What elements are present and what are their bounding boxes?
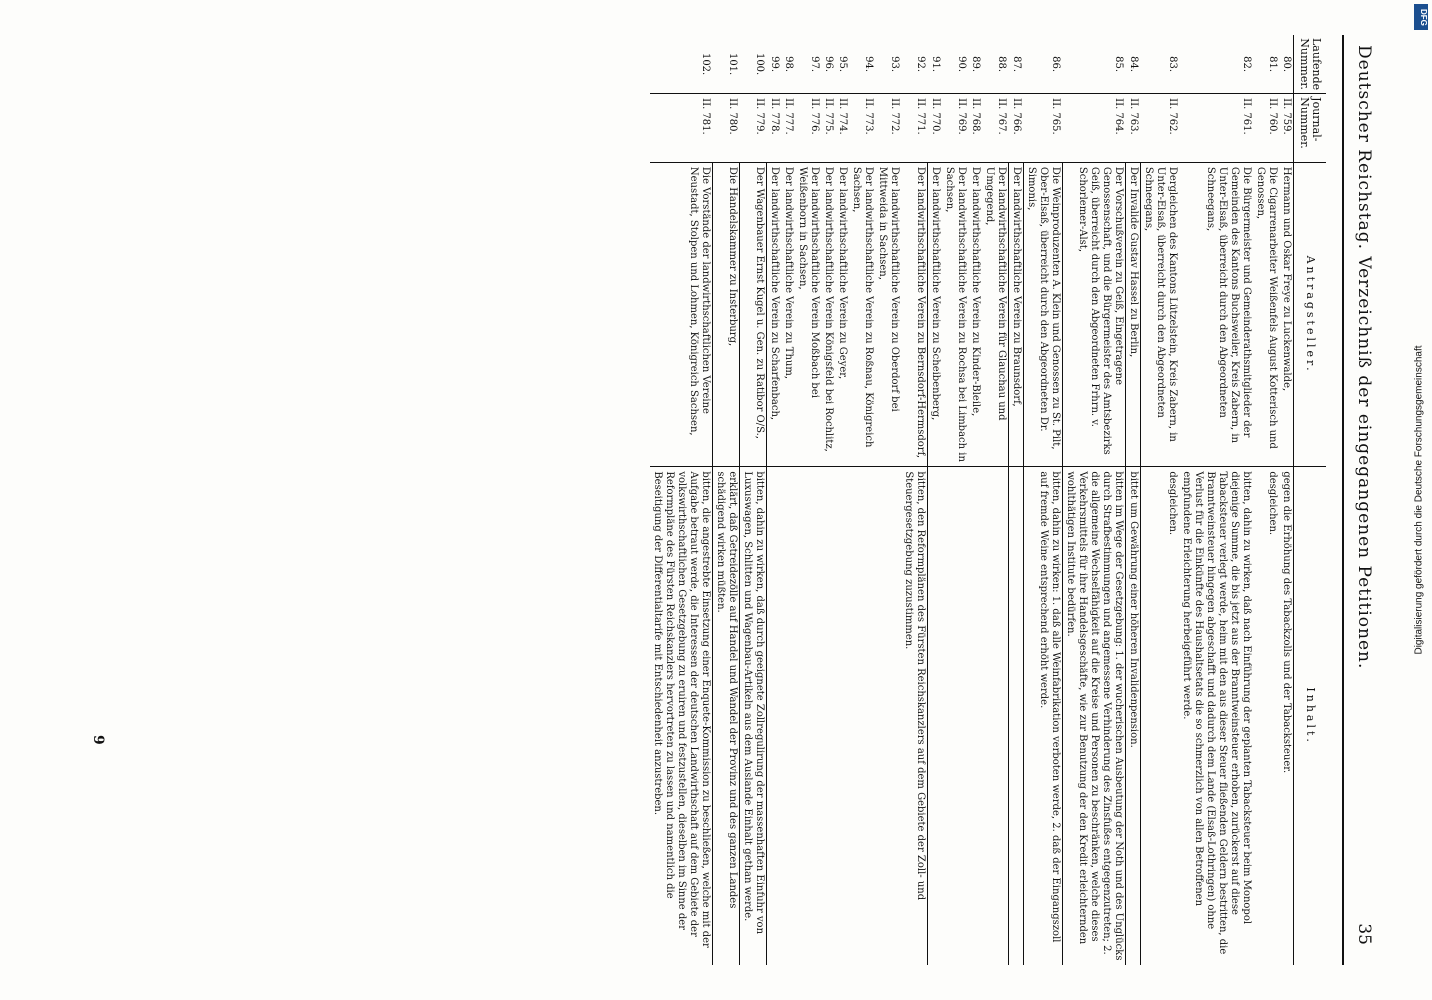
- table-row: [1253, 35, 1279, 965]
- row-lfd: 81.: [1267, 56, 1278, 73]
- table-row: [781, 35, 795, 965]
- row-journal: II. 778.: [767, 94, 782, 163]
- table-row: [875, 35, 901, 965]
- row-inhalt: [968, 467, 982, 965]
- table-row: [740, 35, 767, 965]
- table-row: [1279, 35, 1294, 965]
- table-row: [928, 35, 943, 965]
- row-lfd: 87.: [1011, 56, 1023, 73]
- page-header: [1346, 35, 1380, 965]
- dfg-watermark: [1408, 0, 1430, 1000]
- dfg-logo: DFG: [1414, 4, 1428, 30]
- row-inhalt: bitten, die angestrebte Einsetzung einer Enquete-Kommission zu beschließen, welche mit der Aufgabe betraut werde, die Interessen der deutschen Landwirthschaft auf dem Gebiete der volkswirthschaftlichen Gesetzgebung zu eruiren und festzustellen, dieselben im Sinne der Reformpläne des Fürsten Reichskanzlers hervortreten zu lassen und namentlich die Beseitigung der Differentialtarife mit Entschiedenheit anzustreben.: [650, 467, 713, 965]
- header-rule: [1342, 35, 1344, 965]
- table-row: [942, 35, 968, 965]
- row-journal: II. 762.: [1141, 94, 1180, 163]
- row-journal: II. 772.: [875, 94, 901, 163]
- row-inhalt: [928, 467, 943, 965]
- table-row: [835, 35, 849, 965]
- row-lfd: 84.: [1128, 56, 1140, 73]
- row-lfd: 102.: [700, 52, 712, 76]
- row-antragsteller: Dergleichen des Kantons Lützelstein, Kreis Zabern, in Unter-Elsaß, überreicht durch den Abgeordneten Schneegans,: [1141, 162, 1180, 466]
- row-lfd: 97.: [809, 56, 820, 73]
- row-antragsteller: Hermann und Oskar Freye zu Luckenwalde,: [1279, 162, 1294, 466]
- row-antragsteller: Der Vorschußverein zu Geiß, Eingetragene Genossenschaft, und die Bürgermeister des Amtsbezirks Geiß, überreicht durch den Abgeordneten Frhrn. v. Schorlemer-Alst,: [1063, 162, 1126, 466]
- row-journal: II. 776.: [795, 94, 821, 163]
- row-inhalt: bitten, dahin zu wirken, daß durch geeignete Zollregulirung der massenhaften Einfuhr von Luxuswagen, Schlitten und Wagenbau-Artikeln aus dem Auslande Einhalt gethan werde.: [740, 467, 767, 965]
- row-antragsteller: Der landwirthschaftliche Verein zu Roßnau, Königreich Sachsen,: [849, 162, 875, 466]
- row-antragsteller: Der Wagenbauer Ernst Kugel u. Gen. zu Ratibor O/S.,: [740, 162, 767, 466]
- row-journal: II. 777.: [781, 94, 795, 163]
- row-antragsteller: Der landwirthschaftliche Verein zu Kinder-Bleile,: [968, 162, 982, 466]
- row-lfd: 92.: [915, 56, 927, 73]
- row-lfd: 100.: [754, 52, 766, 76]
- row-lfd: 95.: [837, 56, 848, 73]
- row-journal: II. 765.: [1024, 94, 1063, 163]
- row-lfd: 82.: [1241, 56, 1252, 73]
- row-inhalt: bittet um Gewährung einer höheren Invalidenpension.: [1126, 467, 1141, 965]
- row-antragsteller: Der landwirthschaftliche Verein für Glauchau und Umgegend,: [982, 162, 1009, 466]
- row-lfd: 93.: [889, 56, 900, 73]
- row-inhalt: desgleichen.: [1141, 467, 1180, 965]
- row-inhalt: [1009, 467, 1024, 965]
- row-inhalt: bitten, den Reformplänen des Fürsten Reichskanzlers auf dem Gebiete der Zoll- und Steuergesetzgebung zuzustimmen.: [901, 467, 928, 965]
- row-journal: II. 779.: [740, 94, 767, 163]
- row-antragsteller: Die Vorstände der landwirthschaftlichen Vereine Neustadt, Stolpen und Lohmen, Königreich Sachsen,: [650, 162, 713, 466]
- row-lfd: 96.: [823, 56, 834, 73]
- row-journal: II. 760.: [1253, 94, 1279, 163]
- row-inhalt: [982, 467, 1009, 965]
- row-antragsteller: Die Bürgermeister und Gemeinderathsmitglieder der Gemeinden des Kantons Buchsweiler, Kreis Zabern, in Unter-Elsaß, überreicht durch den Abgeordneten Schneegans,: [1179, 162, 1253, 466]
- table-body: [650, 35, 1294, 965]
- row-journal: II. 764.: [1063, 94, 1126, 163]
- table-row: [767, 35, 782, 965]
- row-journal: II. 774.: [835, 94, 849, 163]
- row-lfd: 83.: [1167, 56, 1178, 73]
- row-antragsteller: Der landwirthschaftliche Verein Moßbach bei Weißenborn in Sachsen,: [795, 162, 821, 466]
- row-antragsteller: Der landwirthschaftliche Verein zu Oberdorf bei Mittweida in Sachsen,: [875, 162, 901, 466]
- row-journal: II. 780.: [713, 94, 740, 163]
- row-journal: II. 773.: [849, 94, 875, 163]
- page-title: Deutscher Reichstag. Verzeichniß der eingegangenen Petitionen.: [1354, 45, 1374, 670]
- row-antragsteller: Der landwirthschaftliche Verein zu Braunsdorf,: [1009, 162, 1024, 466]
- row-lfd: 85.: [1113, 56, 1125, 73]
- table-row: [650, 35, 713, 965]
- row-antragsteller: Der landwirthschaftliche Verein zu Geyer,: [835, 162, 849, 466]
- table-row: [1179, 35, 1253, 965]
- col-lfd-header: Laufende Nummer.: [1294, 35, 1327, 94]
- row-inhalt: gegen die Erhöhung des Tabackzolls und der Tabacksteuer.: [1279, 467, 1294, 965]
- row-antragsteller: Die Cigarrenarbeiter Weißenfels August Kotterisch und Genossen,: [1253, 162, 1279, 466]
- row-antragsteller: Der Invalide Gustav Hassel zu Berlin,: [1126, 162, 1141, 466]
- rotated-document-page: [46, 35, 1386, 965]
- row-inhalt: [849, 467, 875, 965]
- row-antragsteller: Die Handelskammer zu Insterburg,: [713, 162, 740, 466]
- row-journal: II. 781.: [650, 94, 713, 163]
- row-journal: II. 761.: [1179, 94, 1253, 163]
- table-row: [1141, 35, 1180, 965]
- col-journal-header: Journal-Nummer.: [1294, 94, 1327, 163]
- row-journal: II. 766.: [1009, 94, 1024, 163]
- row-inhalt: bitten, dahin zu wirken: 1. daß alle Weinfabrikation verboten werde, 2. daß der Eingangszoll auf fremde Weine entsprechend erhöht werde.: [1024, 467, 1063, 965]
- row-antragsteller: Der landwirthschaftliche Verein zu Rochsa bei Limbach in Sachsen,: [942, 162, 968, 466]
- row-lfd: 89.: [970, 56, 981, 73]
- row-inhalt: erklärt, daß Getreidezölle auf Handel und Wandel der Provinz und des ganzen Landes schädigend wirken müßten.: [713, 467, 740, 965]
- table-row: [713, 35, 740, 965]
- table-header-row: [1294, 35, 1327, 965]
- row-lfd: 80.: [1281, 56, 1292, 73]
- row-lfd: 90.: [956, 56, 967, 73]
- table-row: [1009, 35, 1024, 965]
- row-journal: II. 768.: [968, 94, 982, 163]
- table-row: [901, 35, 928, 965]
- row-lfd: 101.: [727, 52, 739, 76]
- row-lfd: 91.: [930, 56, 941, 73]
- row-inhalt: [795, 467, 821, 965]
- row-journal: II. 759.: [1279, 94, 1294, 163]
- row-inhalt: bitten im Wege der Gesetzgebung: 1. der wucherischen Ausbeutung der Noth und des Unglücks durch Strafbestimmungen und angemessene Verhinderung des Zinsfußes entgegenzutreten; 2. die allgemeine Wechselfähigkeit auf die Kreise und Personen zu beschränken, welche dieses Verkehrsmittels für ihre Handelsgeschäfte, wie zur Benutzung der den Kredit erleichternden wohlthätigen Institute bedürfen.: [1063, 467, 1126, 965]
- row-antragsteller: Der landwirthschaftliche Verein zu Scharfenbach,: [767, 162, 782, 466]
- table-row: [1063, 35, 1126, 965]
- petitions-table: [650, 35, 1326, 965]
- row-inhalt: [821, 467, 835, 965]
- col-inhalt-header: Inhalt.: [1294, 467, 1327, 965]
- page-number: 35: [1354, 923, 1374, 945]
- row-antragsteller: Der landwirthschaftliche Verein zu Thum,: [781, 162, 795, 466]
- row-journal: II. 767.: [982, 94, 1009, 163]
- row-lfd: 86.: [1050, 56, 1062, 73]
- row-antragsteller: Die Weinproduzenten A. Klein und Genossen zu St. Pilt, Ober-Elsaß, überreicht durch den Abgeordneten Dr. Simonis,: [1024, 162, 1063, 466]
- row-journal: II. 771.: [901, 94, 928, 163]
- table-row: [1126, 35, 1141, 965]
- table-row: [968, 35, 982, 965]
- table-row: [1024, 35, 1063, 965]
- row-lfd: 98.: [783, 56, 794, 73]
- row-inhalt: bitten, dahin zu wirken, daß nach Einführung der geplanten Tabacksteuer beim Monopol diejenige Summe, die bis jetzt aus der Branntweinsteuer erhoben, zurückerst auf diese Tabacksteuer verlegt werde, heim mit den aus dieser Steuer fließenden Geldern bestritten, die Branntweinsteuer hingegen abgeschafft und dadurch dem Lande (Elsaß-Lothringen) ohne Verlust für die Einkünfte des Haushaltsetats die so schmerzlich von allen Betroffenen empfundene Erleichterung herbeigeführt werde.: [1179, 467, 1253, 965]
- row-lfd: 99.: [769, 56, 780, 73]
- row-inhalt: [942, 467, 968, 965]
- row-journal: II. 769.: [942, 94, 968, 163]
- dfg-watermark-text: Digitalisierung gefördert durch die Deutsche Forschungsgemeinschaft: [1413, 345, 1425, 655]
- row-antragsteller: Der landwirthschaftliche Verein zu Bernsdorf-Hermsdorf,: [901, 162, 928, 466]
- row-inhalt: [835, 467, 849, 965]
- row-journal: II. 770.: [928, 94, 943, 163]
- row-lfd: 94.: [863, 56, 874, 73]
- row-antragsteller: Der landwirthschaftliche Verein Königsfeld bei Rochlitz,: [821, 162, 835, 466]
- col-antragsteller-header: Antragsteller.: [1294, 162, 1327, 466]
- table-row: [795, 35, 821, 965]
- table-row: [982, 35, 1009, 965]
- table-row: [849, 35, 875, 965]
- row-inhalt: [875, 467, 901, 965]
- row-journal: II. 763.: [1126, 94, 1141, 163]
- row-lfd: 88.: [996, 56, 1008, 73]
- row-inhalt: [767, 467, 782, 965]
- row-journal: II. 775.: [821, 94, 835, 163]
- row-antragsteller: Der landwirthschaftliche Verein zu Scheibenberg,: [928, 162, 943, 466]
- table-row: [821, 35, 835, 965]
- signature-mark: 9: [90, 735, 106, 745]
- row-inhalt: [781, 467, 795, 965]
- row-inhalt: desgleichen.: [1253, 467, 1279, 965]
